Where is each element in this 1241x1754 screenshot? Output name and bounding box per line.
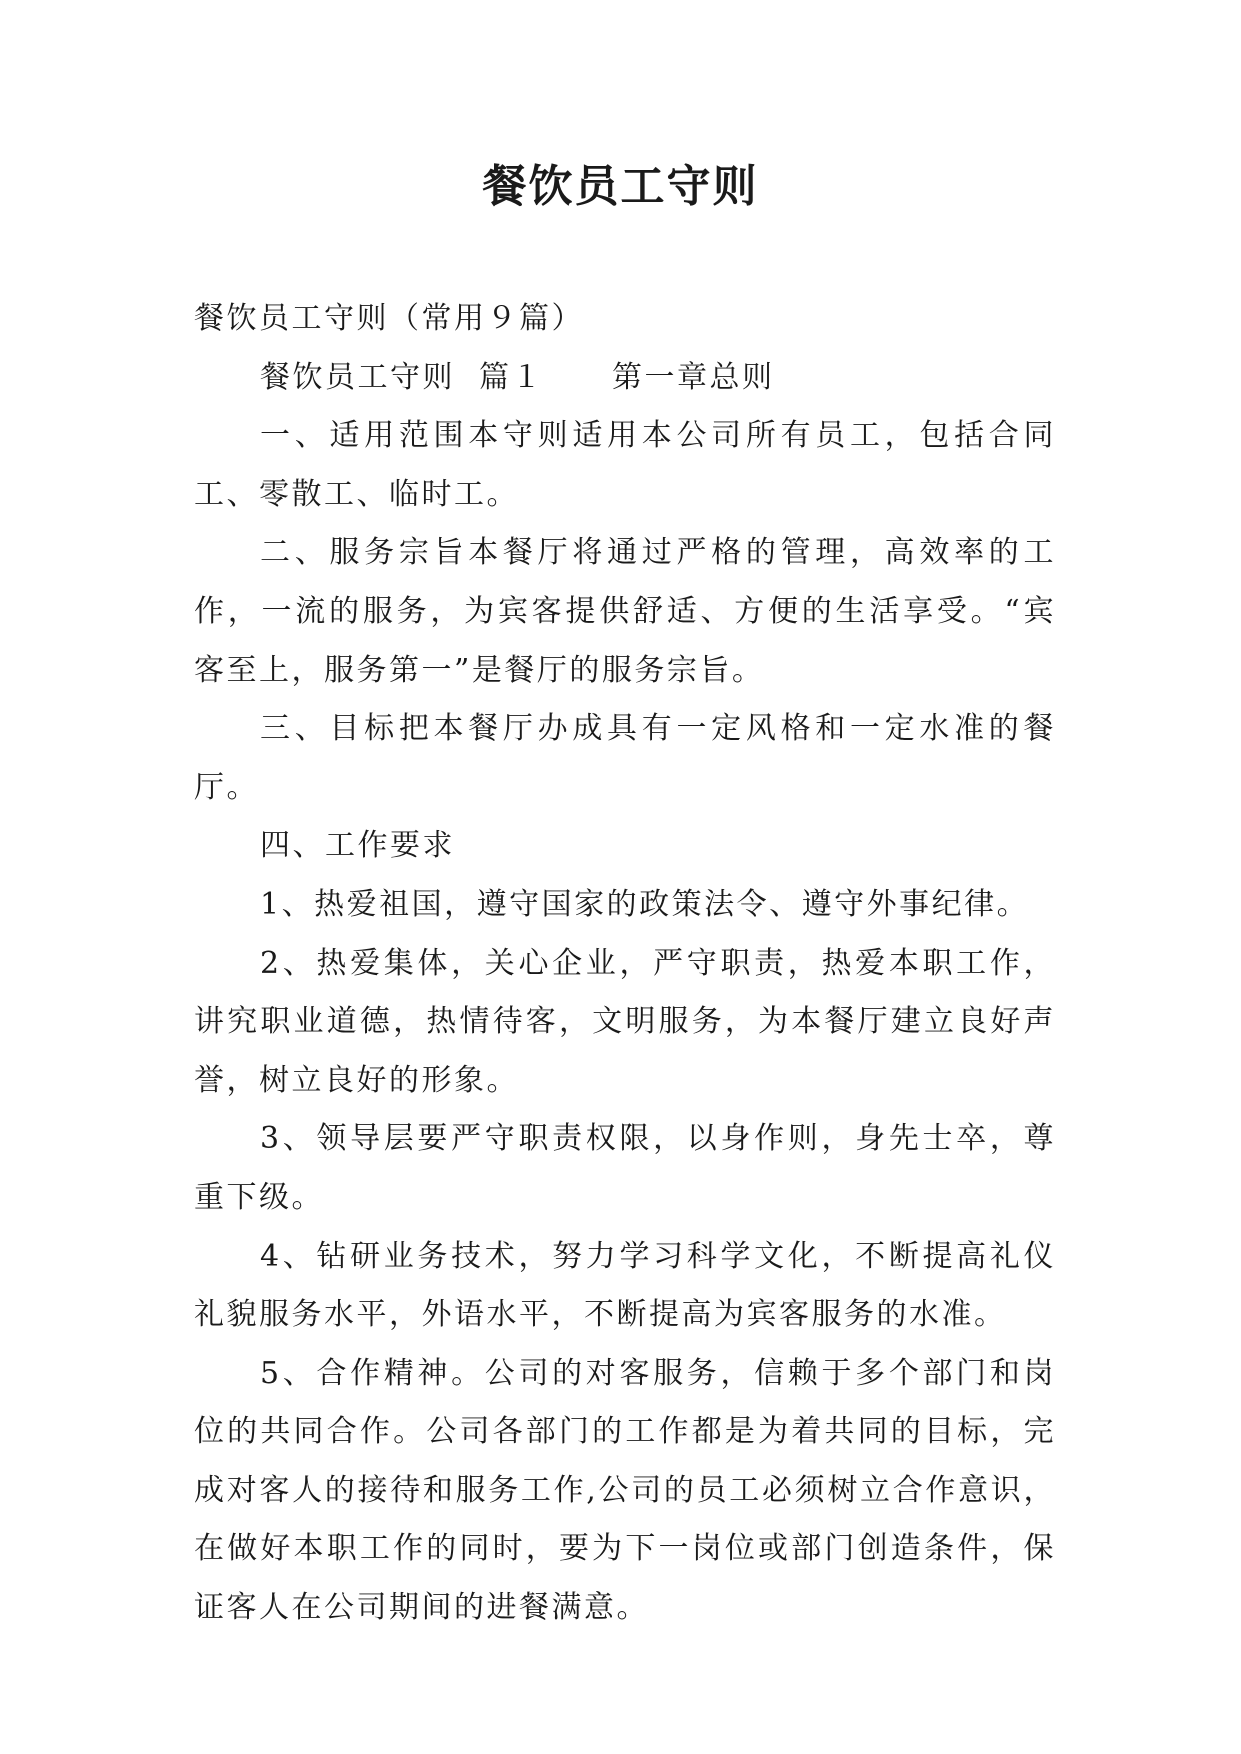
paragraph-goal: 三、目标把本餐厅办成具有一定风格和一定水准的餐厅。 (194, 711, 1056, 805)
section-heading-part: 篇１ (479, 359, 544, 395)
paragraph-work-requirements-heading: 四、工作要求 (260, 828, 455, 864)
paragraph-item-4: 4、钻研业务技术，努力学习科学文化，不断提高礼仪礼貌服务水平，外语水平，不断提高为宾客服务的水准。 (194, 1238, 1056, 1333)
document-subtitle: 餐饮员工守则（常用９篇） (194, 301, 584, 336)
document-body (194, 290, 1056, 1638)
paragraph-item-2: 2、热爱集体，关心企业，严守职责，热爱本职工作，讲究职业道德，热情待客，文明服务，为本餐厅建立良好声誉，树立良好的形象。 (194, 945, 1056, 1098)
paragraph-item-5: 5、合作精神。公司的对客服务，信赖于多个部门和岗位的共同合作。公司各部门的工作都是为着共同的目标，完成对客人的接待和服务工作,公司的员工必须树立合作意识，在做好本职工作的同时，要为下一岗位或部门创造条件，保证客人在公司期间的进餐满意。 (194, 1355, 1056, 1626)
paragraph-scope: 一、适用范围本守则适用本公司所有员工，包括合同工、零散工、临时工。 (194, 418, 1056, 512)
section-heading-name: 餐饮员工守则 (260, 359, 455, 395)
paragraph-item-1: 1、热爱祖国，遵守国家的政策法令、遵守外事纪律。 (260, 886, 1030, 922)
paragraph-service-purpose: 二、服务宗旨本餐厅将通过严格的管理，高效率的工作，一流的服务，为宾客提供舒适、方便的生活享受。“宾客至上，服务第一”是餐厅的服务宗旨。 (194, 535, 1056, 688)
paragraph-item-3: 3、领导层要严守职责权限，以身作则，身先士卒，尊重下级。 (194, 1121, 1056, 1215)
section-heading (194, 349, 1056, 408)
section-heading-chapter: 第一章总则 (612, 359, 775, 395)
document-title: 餐饮员工守则 (482, 161, 759, 212)
